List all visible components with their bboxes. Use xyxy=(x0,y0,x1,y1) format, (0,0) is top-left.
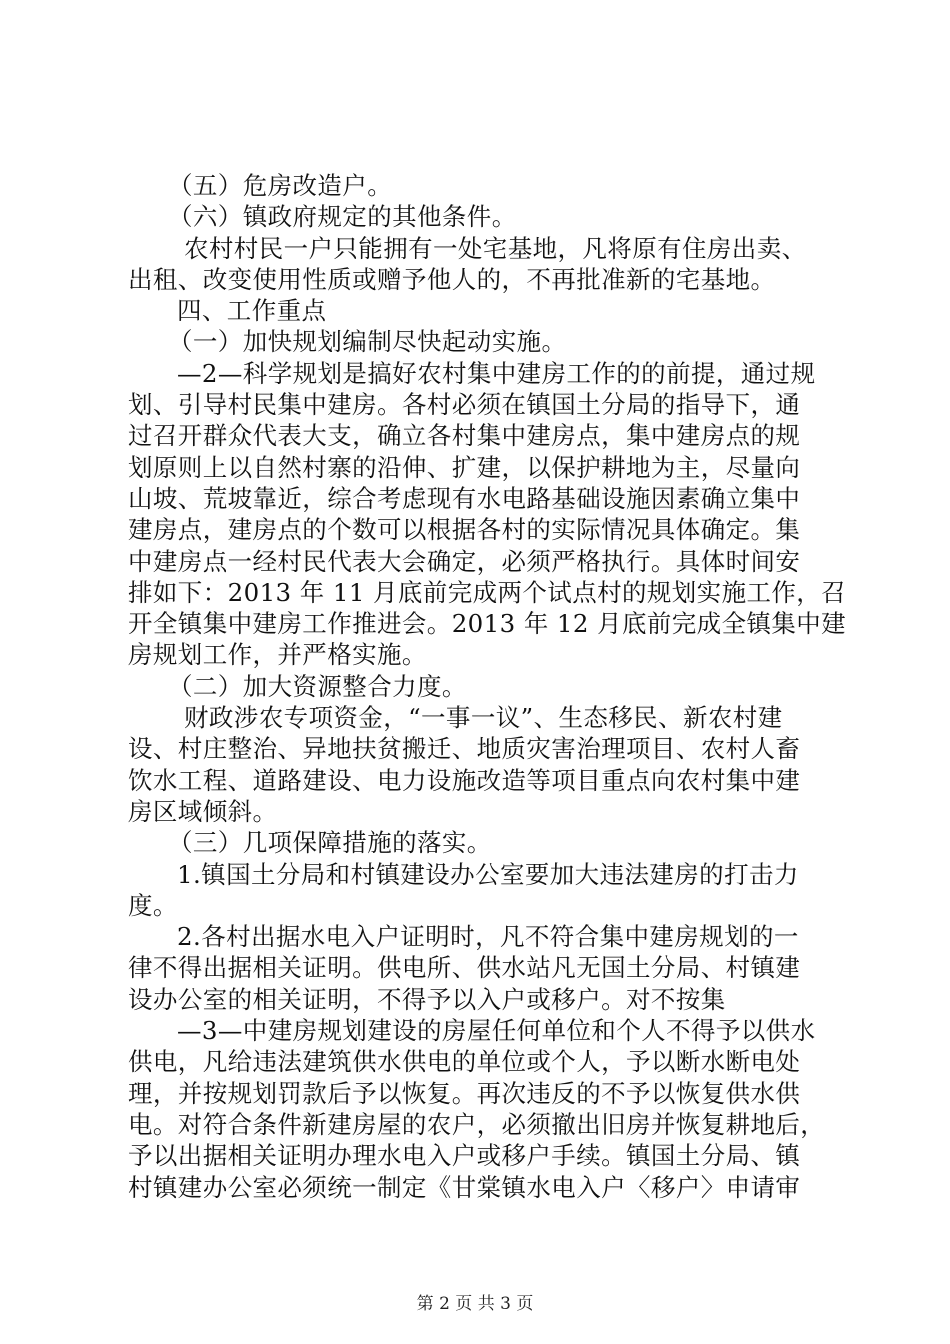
text-line: 度。 xyxy=(128,890,178,920)
text-line: （一）加快规划编制尽快起动实施。 xyxy=(168,327,567,357)
text-line: 房规划工作，并严格实施。 xyxy=(128,640,427,670)
text-line: 排如下：2013 年 11 月底前完成两个试点村的规划实施工作，召 xyxy=(128,577,847,607)
text-line: 财政涉农专项资金，“一事一议”、生态移民、新农村建 xyxy=(184,703,783,733)
text-line: 村镇建办公室必须统一制定《甘棠镇水电入户〈移户〉申请审 xyxy=(128,1172,801,1202)
text-line: 饮水工程、道路建设、电力设施改造等项目重点向农村集中建 xyxy=(128,765,801,795)
text-line: 予以出据相关证明办理水电入户或移户手续。镇国土分局、镇 xyxy=(128,1141,801,1171)
text-line: 中建房点一经村民代表大会确定，必须严格执行。具体时间安 xyxy=(128,546,801,576)
text-line: 出租、改变使用性质或赠予他人的，不再批准新的宅基地。 xyxy=(128,264,776,294)
text-line: —3—中建房规划建设的房屋任何单位和个人不得予以供水 xyxy=(177,1016,816,1046)
page-footer: 第 2 页 共 3 页 xyxy=(416,1294,534,1314)
text-line: 律不得出据相关证明。供电所、供水站凡无国土分局、村镇建 xyxy=(128,953,801,983)
text-line: 供电，凡给违法建筑供水供电的单位或个人，予以断水断电处 xyxy=(128,1047,801,1077)
document-body xyxy=(128,170,847,1203)
text-line: 过召开群众代表大支，确立各村集中建房点，集中建房点的规 xyxy=(128,421,801,451)
text-line: 建房点，建房点的个数可以根据各村的实际情况具体确定。集 xyxy=(128,515,801,545)
text-line: 设办公室的相关证明，不得予以入户或移户。对不按集 xyxy=(128,984,726,1014)
text-line: 电。对符合条件新建房屋的农户，必须撤出旧房并恢复耕地后， xyxy=(128,1109,826,1139)
text-line: 四、工作重点 xyxy=(177,296,327,326)
text-line: 开全镇集中建房工作推进会。2013 年 12 月底前完成全镇集中建 xyxy=(128,609,847,639)
text-line: （二）加大资源整合力度。 xyxy=(168,671,467,701)
text-line: 农村村民一户只能拥有一处宅基地，凡将原有住房出卖、 xyxy=(184,233,807,263)
text-line: 房区域倾斜。 xyxy=(128,796,278,826)
text-line: 划、引导村民集中建房。各村必须在镇国土分局的指导下，通 xyxy=(128,390,801,420)
text-line: （三）几项保障措施的落实。 xyxy=(168,828,492,858)
text-line: —2—科学规划是搞好农村集中建房工作的的前提，通过规 xyxy=(177,358,816,388)
text-line: 理，并按规划罚款后予以恢复。再次违反的不予以恢复供水供 xyxy=(128,1078,801,1108)
text-line: 划原则上以自然村寨的沿伸、扩建，以保护耕地为主，尽量向 xyxy=(128,452,801,482)
text-line: 山坡、荒坡靠近，综合考虑现有水电路基础设施因素确立集中 xyxy=(128,483,801,513)
text-line: （六）镇政府规定的其他条件。 xyxy=(168,202,517,232)
text-line: 设、村庄整治、异地扶贫搬迁、地质灾害治理项目、农村人畜 xyxy=(128,734,801,764)
text-line: 2.各村出据水电入户证明时，凡不符合集中建房规划的一 xyxy=(177,922,799,952)
text-line: （五）危房改造户。 xyxy=(168,171,393,200)
text-line: 1.镇国土分局和村镇建设办公室要加大违法建房的打击力 xyxy=(177,859,799,889)
